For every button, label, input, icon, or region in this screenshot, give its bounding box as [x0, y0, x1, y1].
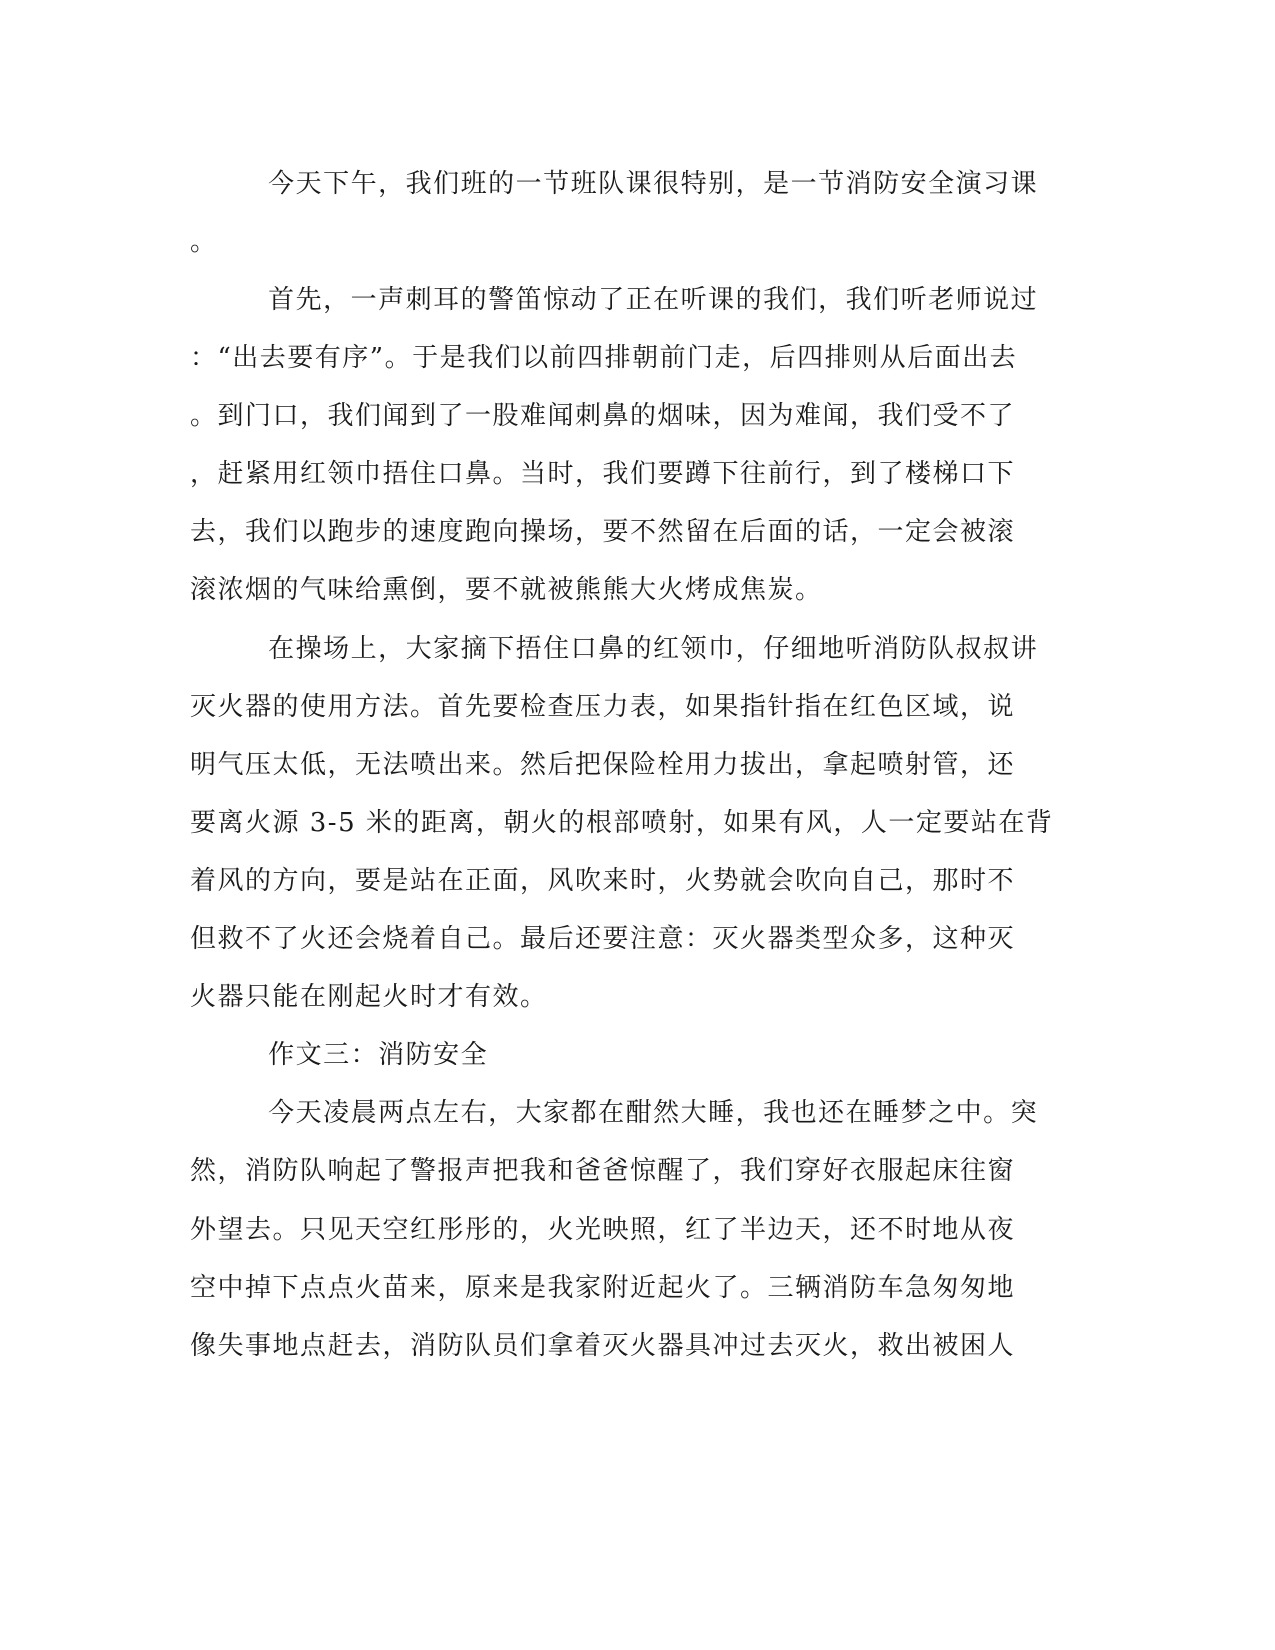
text-line: 。: [190, 227, 218, 257]
text-line: 空中掉下点点火苗来，原来是我家附近起火了。三辆消防车急匆匆地: [190, 1273, 1016, 1303]
text-line: 去，我们以跑步的速度跑向操场，要不然留在后面的话，一定会被滚: [190, 517, 1016, 547]
text-line: 滚浓烟的气味给熏倒，要不就被熊熊大火烤成焦炭。: [190, 575, 823, 605]
text-line: 首先，一声刺耳的警笛惊动了正在听课的我们，我们听老师说过: [190, 285, 1039, 315]
text-line: 外望去。只见天空红彤彤的，火光映照，红了半边天，还不时地从夜: [190, 1215, 1016, 1245]
text-line: 要离火源 3-5 米的距离，朝火的根部喷射，如果有风，人一定要站在背: [190, 808, 1054, 838]
text-line: 灭火器的使用方法。首先要检查压力表，如果指针指在红色区域，说: [190, 692, 1016, 722]
text-line: 火器只能在刚起火时才有效。: [190, 982, 548, 1012]
section-heading: 作文三：消防安全: [190, 1040, 489, 1070]
text-line: 今天凌晨两点左右，大家都在酣然大睡，我也还在睡梦之中。突: [190, 1098, 1039, 1128]
text-line: ：“出去要有序”。于是我们以前四排朝前门走，后四排则从后面出去: [190, 343, 1018, 373]
text-line: 在操场上，大家摘下捂住口鼻的红领巾，仔细地听消防队叔叔讲: [190, 634, 1039, 664]
text-line: 然，消防队响起了警报声把我和爸爸惊醒了，我们穿好衣服起床往窗: [190, 1156, 1016, 1186]
text-line: ，赶紧用红领巾捂住口鼻。当时，我们要蹲下往前行，到了楼梯口下: [190, 459, 1016, 489]
text-line: 今天下午，我们班的一节班队课很特别，是一节消防安全演习课: [190, 169, 1039, 199]
text-line: 像失事地点赶去，消防队员们拿着灭火器具冲过去灭火，救出被困人: [190, 1331, 1016, 1361]
text-line: 。到门口，我们闻到了一股难闻刺鼻的烟味，因为难闻，我们受不了: [190, 401, 1016, 431]
text-line: 明气压太低，无法喷出来。然后把保险栓用力拔出，拿起喷射管，还: [190, 750, 1016, 780]
text-line: 但救不了火还会烧着自己。最后还要注意：灭火器类型众多，这种灭: [190, 924, 1016, 954]
text-line: 着风的方向，要是站在正面，风吹来时，火势就会吹向自己，那时不: [190, 866, 1016, 896]
